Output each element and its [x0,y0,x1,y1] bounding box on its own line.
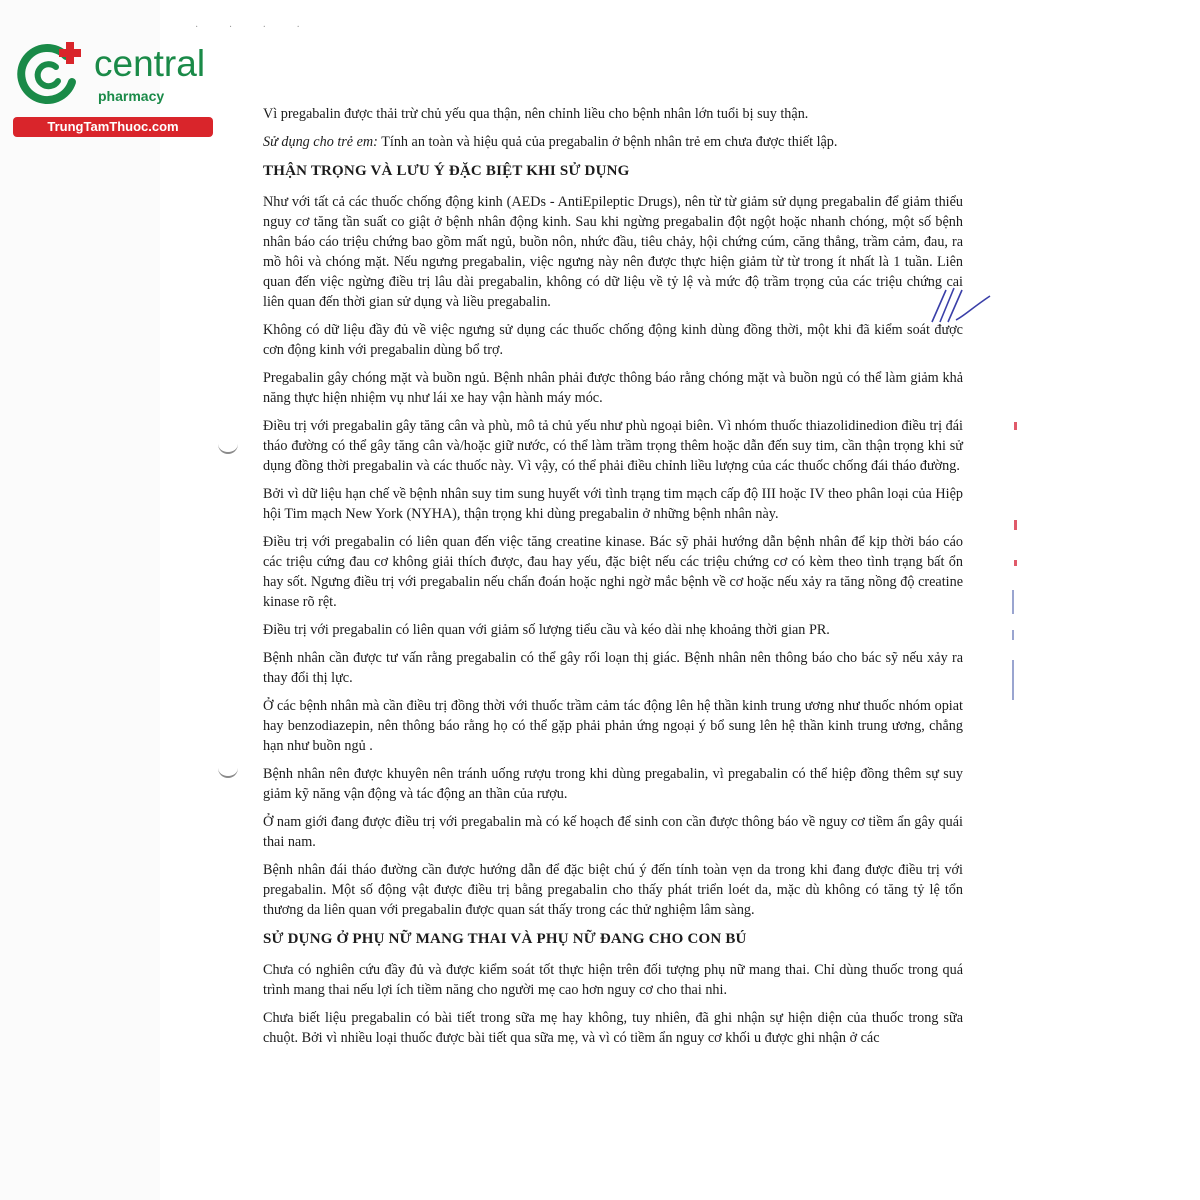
paragraph: Bệnh nhân đái tháo đường cần được hướng dẫn để đặc biệt chú ý đến tính toàn vẹn da trong khi đang được điều trị với pregabalin. Một số động vật được điều trị bằng pregabalin cho thấy phát triển loét da, mặc dù không có tăng tỷ lệ tổn thương da liên quan với pregabalin được quan sát thấy trong các thử nghiệm lâm sàng. [263,862,963,918]
central-pharmacy-logo[interactable] [8,38,213,138]
children-text: Tính an toàn và hiệu quả của pregabalin ở bệnh nhân trẻ em chưa được thiết lập. [377,134,838,150]
paragraph: Chưa có nghiên cứu đầy đủ và được kiểm soát tốt thực hiện trên đối tượng phụ nữ mang thai. Chỉ dùng thuốc trong quá trình mang thai nếu lợi ích tiềm năng cho người mẹ cao hơn nguy cơ cho thai nhi. [263,962,963,998]
logo-subtitle: pharmacy [98,88,165,104]
paragraph: Bởi vì dữ liệu hạn chế về bệnh nhân suy tim sung huyết với tình trạng tim mạch cấp độ III hoặc IV theo phân loại của Hiệp hội Tim mạch New York (NYHA), thận trọng khi dùng pregabalin ở những bệnh nhân này. [263,486,963,522]
section-heading-precautions: THẬN TRỌNG VÀ LƯU Ý ĐẶC BIỆT KHI SỬ DỤNG [263,163,630,179]
pharmacy-logo-icon [12,40,88,106]
paragraph: Điều trị với pregabalin gây tăng cân và phù, mô tả chủ yếu như phù ngoại biên. Vì nhóm thuốc thiazolidinedion điều trị đái tháo đường có thể gây tăng cân và/hoặc giữ nước, có thể làm trầm trọng thêm hoặc dẫn đến suy tim, cần thận trọng khi sử dụng đồng thời pregabalin và các thuốc này. Vì vậy, có thể phải điều chỉnh liều lượng của các thuốc chống đái tháo đường. [263,418,963,474]
paragraph: Như với tất cả các thuốc chống động kinh (AEDs - AntiEpileptic Drugs), nên từ từ giảm sử dụng pregabalin để giảm thiểu nguy cơ tăng tần suất co giật ở bệnh nhân động kinh. Sau khi ngừng pregabalin đột ngột hoặc nhanh chóng, một số bệnh nhân báo cáo triệu chứng bao gồm mất ngủ, buồn nôn, nhức đầu, tiêu chảy, hội chứng cúm, căng thẳng, trầm cảm, đau, ra mồ hôi và chóng mặt. Nếu ngưng pregabalin, việc ngưng này nên được thực hiện giảm từ từ trong ít nhất là 1 tuần. Liên quan đến việc ngừng điều trị lâu dài pregabalin, không có dữ liệu về tỷ lệ và mức độ trầm trọng của các triệu chứng cai liên quan đến thời gian sử dụng và liều pregabalin. [263,194,963,310]
paragraph: Pregabalin gây chóng mặt và buồn ngủ. Bệnh nhân phải được thông báo rằng chóng mặt và buồn ngủ có thể làm giảm khả năng thực hiện nhiệm vụ như lái xe hay vận hành máy móc. [263,370,963,406]
children-label: Sử dụng cho trẻ em: [263,134,378,150]
punch-hole-mark [218,764,238,778]
paragraph: Bệnh nhân cần được tư vấn rằng pregabalin có thể gây rối loạn thị giác. Bệnh nhân nên thông báo cho bác sỹ nếu xảy ra thay đổi thị lực. [263,650,963,686]
logo-url-badge[interactable]: TrungTamThuoc.com [13,117,213,137]
document-body [263,104,963,1056]
paragraph: Điều trị với pregabalin có liên quan đến việc tăng creatine kinase. Bác sỹ phải hướng dẫn bệnh nhân để kịp thời báo cáo các triệu cứng đau cơ không giải thích được, đau hay yếu, đặc biệt nếu các triệu chứng cơ có kèm theo tình trạng bất ổn hay sốt. Ngưng điều trị với pregabalin nếu chẩn đoán hoặc nghi ngờ mắc bệnh về cơ hoặc nếu xảy ra tăng nồng độ creatine kinase rõ rệt. [263,534,963,610]
margin-marks [1006,420,1026,720]
paragraph: Chưa biết liệu pregabalin có bài tiết trong sữa mẹ hay không, tuy nhiên, đã ghi nhận sự hiện diện của thuốc trong sữa chuột. Bởi vì nhiều loại thuốc được bài tiết qua sữa mẹ, và vì có tiềm ẩn nguy cơ khối u được ghi nhận ở các [263,1010,963,1046]
paragraph: Bệnh nhân nên được khuyên nên tránh uống rượu trong khi dùng pregabalin, vì pregabalin có thể hiệp đồng thêm sự suy giảm kỹ năng vận động và tác động an thần của rượu. [263,766,963,802]
scan-specks: · · · · [195,22,314,33]
section-heading-pregnancy: SỬ DỤNG Ở PHỤ NỮ MANG THAI VÀ PHỤ NỮ ĐANG CHO CON BÚ [263,931,747,947]
punch-hole-mark [218,440,238,454]
paragraph: Ở các bệnh nhân mà cần điều trị đồng thời với thuốc trầm cảm tác động lên hệ thần kinh trung ương như thuốc nhóm opiat hay benzodiazepin, nên thông báo rằng họ có thể gặp phải phản ứng ngoại ý bổ sung lên hệ thần kinh trung ương, chẳng hạn như buồn ngủ . [263,698,963,754]
paragraph: Điều trị với pregabalin có liên quan với giảm số lượng tiểu cầu và kéo dài nhẹ khoảng thời gian PR. [263,622,830,638]
children-usage [263,132,963,152]
intro-line: Vì pregabalin được thải trừ chủ yếu qua thận, nên chỉnh liều cho bệnh nhân lớn tuổi bị suy thận. [263,106,809,122]
logo-name: central [94,43,206,84]
scan-margin [0,0,160,1200]
paragraph: Ở nam giới đang được điều trị với pregabalin mà có kế hoạch để sinh con cần được thông báo về nguy cơ tiềm ẩn gây quái thai nam. [263,814,963,850]
paragraph: Không có dữ liệu đầy đủ về việc ngưng sử dụng các thuốc chống động kinh dùng đồng thời, một khi đã kiểm soát được cơn động kinh với pregabalin dùng bổ trợ. [263,322,963,358]
